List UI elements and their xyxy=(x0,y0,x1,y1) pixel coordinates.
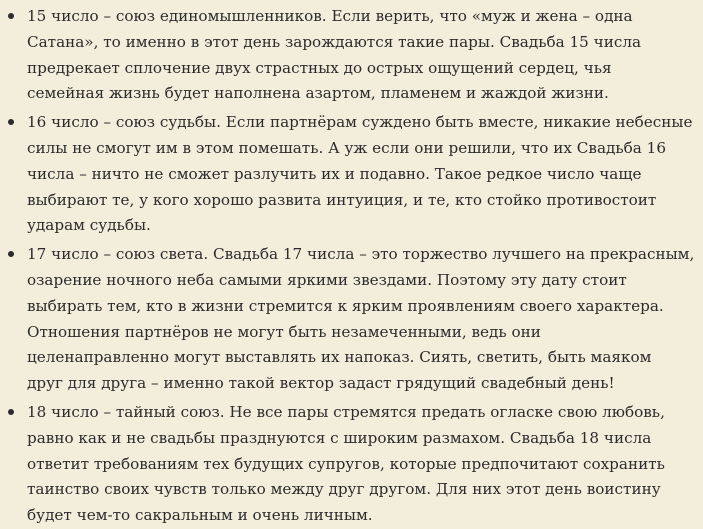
text-line: выбирать тем, кто в жизни стремится к ярким проявлениям своего характера. xyxy=(27,296,664,315)
text-line: таинство своих чувств только между друг другом. Для них этот день воистину xyxy=(27,480,661,499)
bullet-icon xyxy=(8,119,14,125)
list-item-15 xyxy=(0,4,693,107)
text-line: выбирают те, у кого хорошо развита интуиция, и те, кто стойко противостоит xyxy=(27,190,657,209)
text-line: озарение ночного неба самыми яркими звездами. Поэтому эту дату стоит xyxy=(27,270,627,289)
text-line: силы не смогут им в этом помешать. А уж если они решили, что их Свадьба 16 xyxy=(27,138,666,157)
bullet-icon xyxy=(8,409,14,415)
text-line: Отношения партнёров не могут быть незамеченными, ведь они xyxy=(27,322,541,341)
list-item-17 xyxy=(0,242,693,397)
text-line: семейная жизнь будет наполнена азартом, пламенем и жаждой жизни. xyxy=(27,84,609,103)
wedding-dates-list xyxy=(0,4,693,529)
text-line: числа – ничто не сможет разлучить их и подавно. Такое редкое число чаще xyxy=(27,164,642,183)
text-line: ответит требованиям тех будущих супругов, которые предпочитают сохранить xyxy=(27,454,665,473)
text-line: предрекает сплочение двух страстных до острых ощущений сердец, чья xyxy=(27,58,612,77)
list-item-16 xyxy=(0,110,693,239)
text-line: 17 число – союз света. Свадьба 17 числа – это торжество лучшего на прекрасным, xyxy=(27,245,695,264)
text-line: 16 число – союз судьбы. Если партнёрам суждено быть вместе, никакие небесные xyxy=(27,113,693,132)
text-line: 18 число – тайный союз. Не все пары стремятся предать огласке свою любовь, xyxy=(27,402,665,421)
text-line: Сатана», то именно в этот день зарождаются такие пары. Свадьба 15 числа xyxy=(27,32,642,51)
text-line: 15 число – союз единомышленников. Если верить, что «муж и жена – одна xyxy=(27,7,633,25)
text-line: ударам судьбы. xyxy=(27,216,151,235)
text-line: равно как и не свадьбы празднуются с широким размахом. Свадьба 18 числа xyxy=(27,428,652,447)
text-line: целенаправленно могут выставлять их напоказ. Сиять, светить, быть маяком xyxy=(27,348,652,367)
text-line: будет чем-то сакральным и очень личным. xyxy=(27,506,373,525)
text-line: друг для друга – именно такой вектор задаст грядущий свадебный день! xyxy=(27,374,615,393)
bullet-icon xyxy=(8,251,14,257)
bullet-icon xyxy=(8,13,14,19)
list-item-18 xyxy=(0,400,693,529)
